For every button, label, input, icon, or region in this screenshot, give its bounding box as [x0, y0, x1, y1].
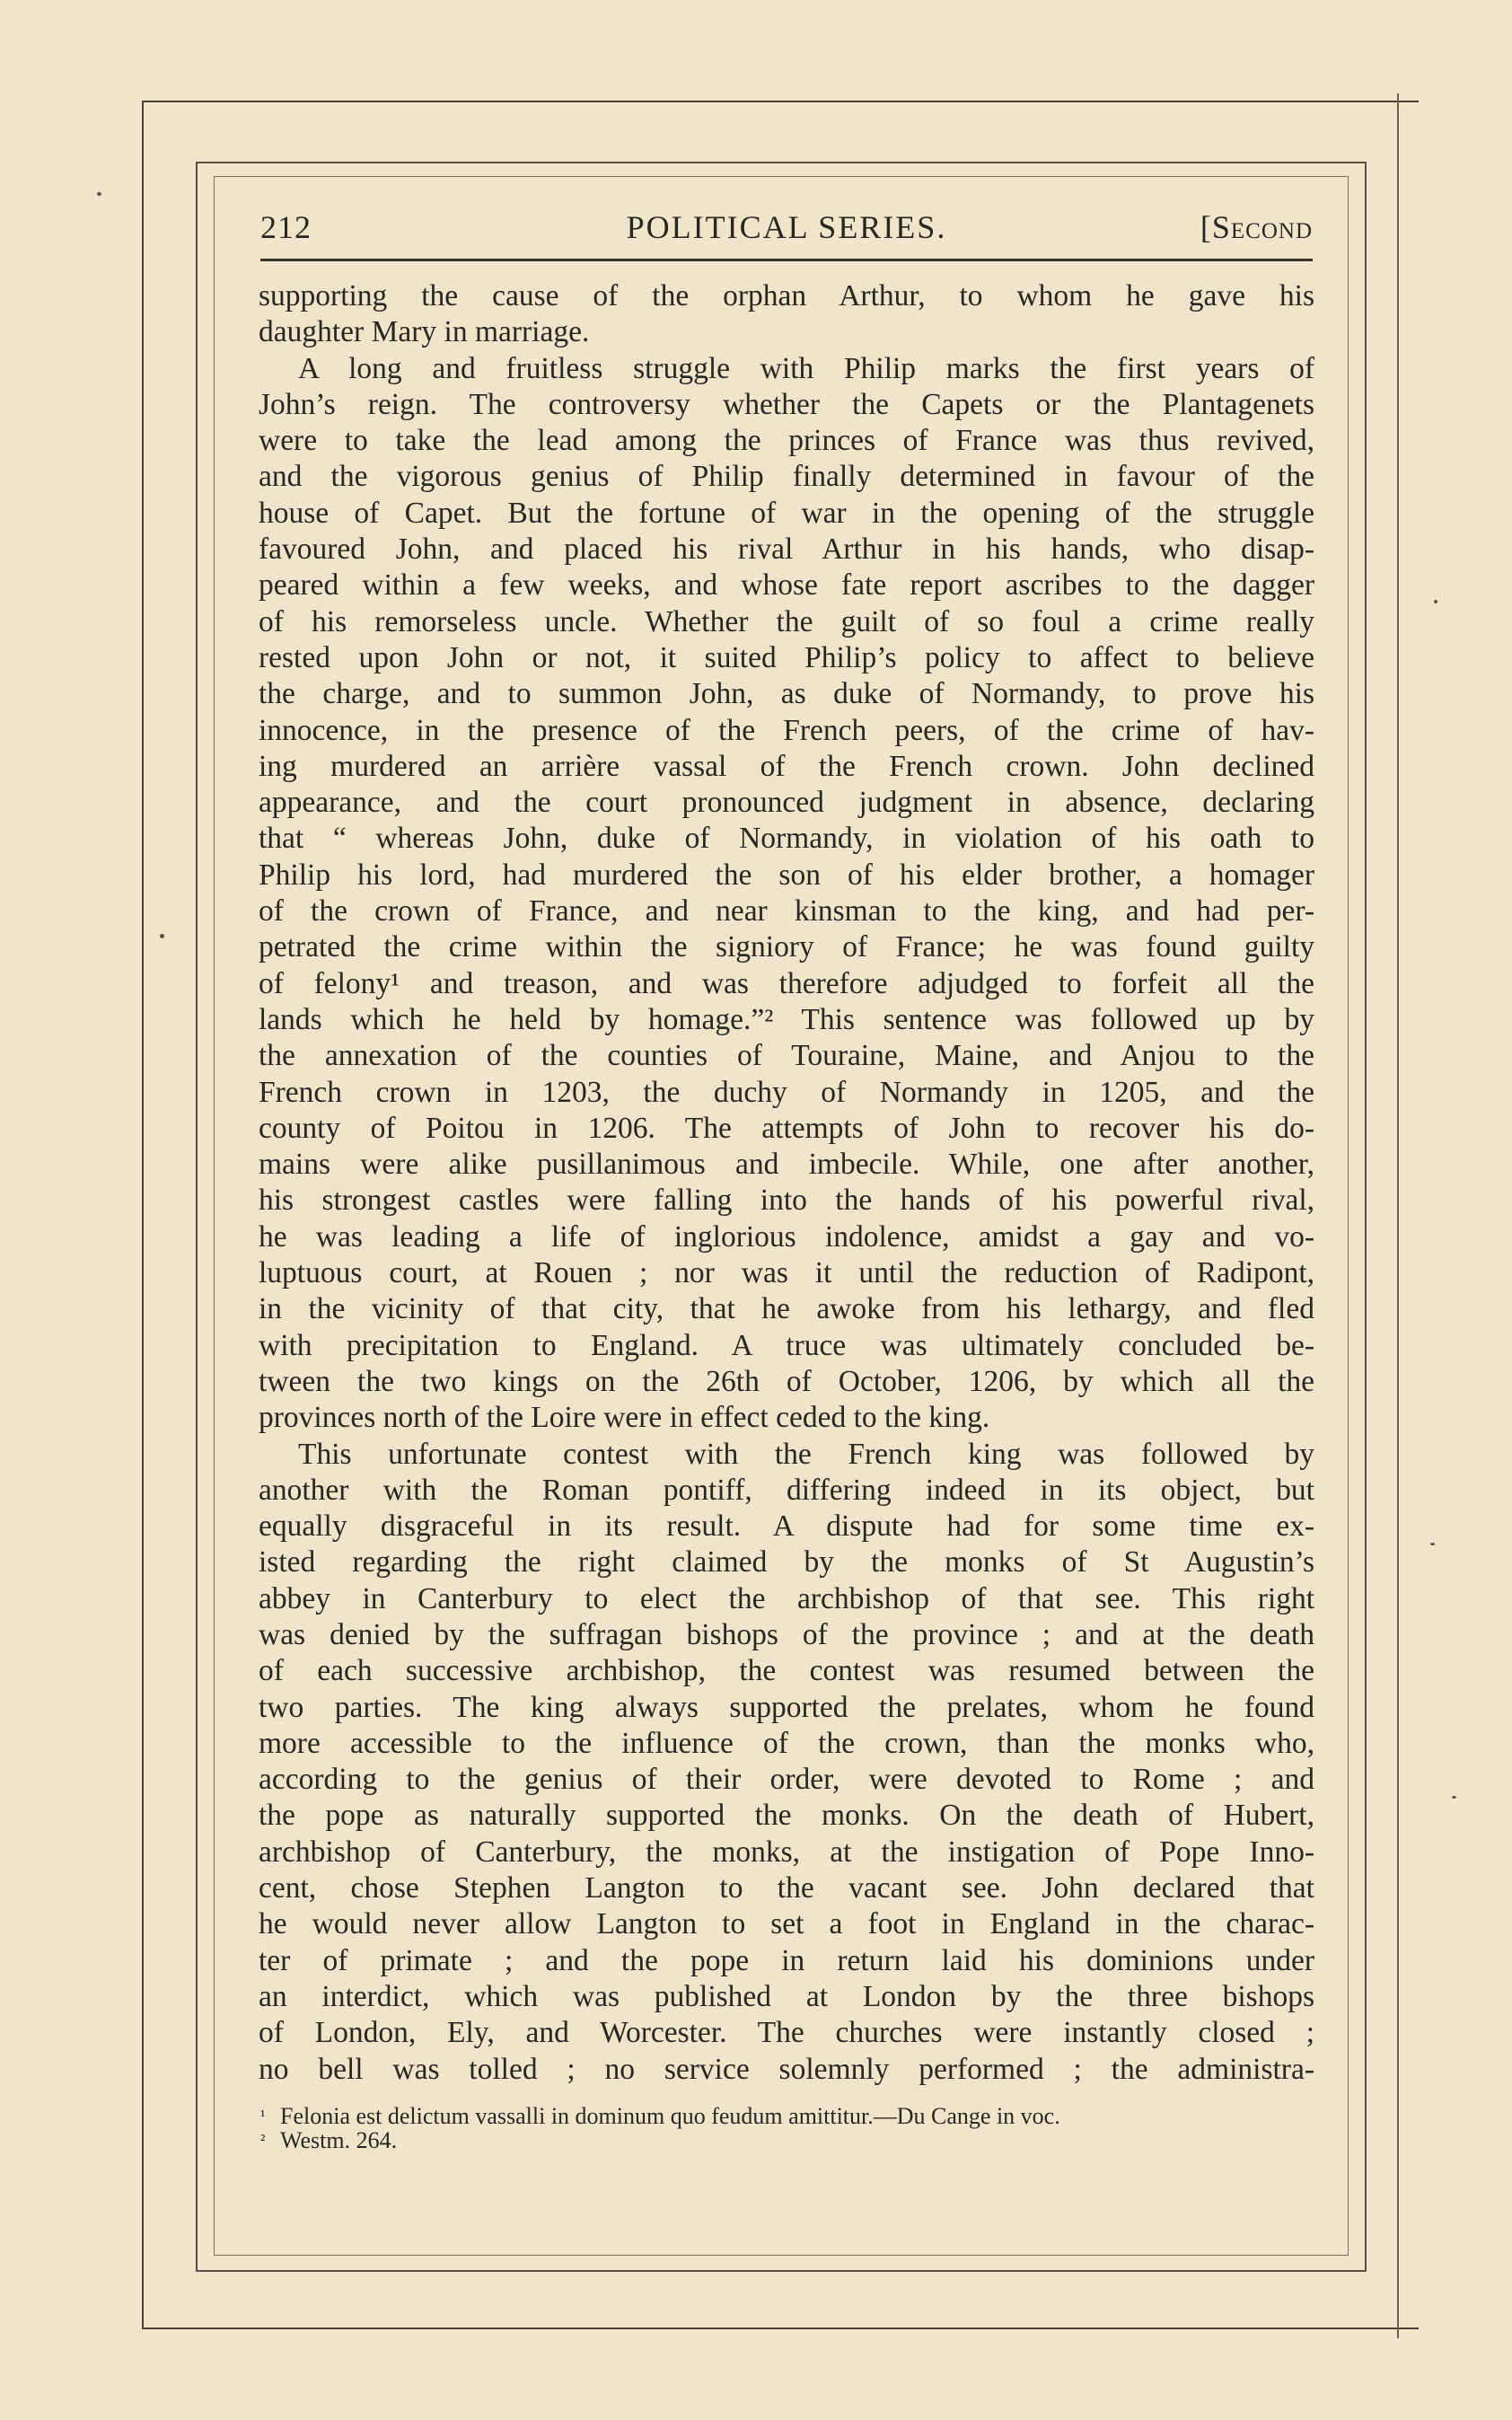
- text-line: cent, chose Stephen Langton to the vacant see. John declared that: [259, 1871, 1314, 1905]
- text-line: he was leading a life of inglorious indolence, amidst a gay and vo-: [259, 1219, 1314, 1254]
- text-line: Philip his lord, had murdered the son of his elder brother, a homager: [259, 858, 1314, 892]
- text-line: another with the Roman pontiff, differing indeed in its object, but: [259, 1473, 1314, 1507]
- text-line: provinces north of the Loire were in effect ceded to the king.: [259, 1401, 990, 1435]
- text-line: equally disgraceful in its result. A dispute had for some time ex-: [259, 1509, 1314, 1544]
- text-line: house of Capet. But the fortune of war in the opening of the struggle: [259, 496, 1314, 530]
- section-mark: [Second: [1200, 209, 1313, 245]
- text-line: lands which he held by homage.”² This sentence was followed up by: [259, 1002, 1314, 1036]
- text-line: French crown in 1203, the duchy of Normandy in 1205, and the: [259, 1075, 1314, 1109]
- body-text: [259, 278, 1314, 2088]
- text-line: the pope as naturally supported the monks. On the death of Hubert,: [259, 1799, 1314, 1833]
- text-line: more accessible to the influence of the crown, than the monks who,: [259, 1726, 1314, 1760]
- text-line: the charge, and to summon John, as duke of Normandy, to prove his: [259, 677, 1314, 711]
- text-line: This unfortunate contest with the French king was followed by: [298, 1437, 1314, 1471]
- text-line: and the vigorous genius of Philip finally determined in favour of the: [259, 460, 1314, 494]
- footnote: [260, 2104, 1311, 2128]
- page-speck: [160, 934, 164, 938]
- text-line: mains were alike pusillanimous and imbecile. While, one after another,: [259, 1148, 1314, 1182]
- page-speck: [1434, 600, 1437, 603]
- footnote-text: Felonia est delictum vassalli in dominum quo feudum amittitur.—Du Cange in voc.: [280, 2103, 1060, 2129]
- text-line: were to take the lead among the princes of France was thus revived,: [259, 424, 1314, 458]
- text-line: that “ whereas John, duke of Normandy, in violation of his oath to: [259, 822, 1314, 856]
- text-line: of the crown of France, and near kinsman to the king, and had per-: [259, 894, 1314, 928]
- text-line: with precipitation to England. A truce was ultimately concluded be-: [259, 1328, 1314, 1362]
- text-line: John’s reign. The controversy whether the Capets or the Plantagenets: [259, 387, 1314, 421]
- footnotes: [260, 2104, 1311, 2152]
- text-line: favoured John, and placed his rival Arthur in his hands, who disap-: [259, 532, 1314, 567]
- text-line: appearance, and the court pronounced judgment in absence, declaring: [259, 786, 1314, 820]
- text-line: of each successive archbishop, the contest was resumed between the: [259, 1654, 1314, 1688]
- text-line: no bell was tolled ; no service solemnly performed ; the administra-: [259, 2052, 1314, 2086]
- text-line: A long and fruitless struggle with Philip marks the first years of: [298, 351, 1314, 385]
- text-line: innocence, in the presence of the French peers, of the crime of hav-: [259, 713, 1314, 747]
- page-speck: [1430, 1543, 1435, 1545]
- text-line: according to the genius of their order, were devoted to Rome ; and: [259, 1763, 1314, 1797]
- footnote: [260, 2128, 1311, 2152]
- text-line: of his remorseless uncle. Whether the guilt of so foul a crime really: [259, 604, 1314, 638]
- text-line: tween the two kings on the 26th of October, 1206, by which all the: [259, 1364, 1314, 1398]
- text-line: the annexation of the counties of Touraine, Maine, and Anjou to the: [259, 1039, 1314, 1073]
- text-line: supporting the cause of the orphan Arthur, to whom he gave his: [259, 279, 1314, 312]
- footnote-text: Westm. 264.: [280, 2127, 398, 2153]
- text-line: in the vicinity of that city, that he awoke from his lethargy, and fled: [259, 1292, 1314, 1326]
- text-line: ing murdered an arrière vassal of the French crown. John declined: [259, 749, 1314, 783]
- text-line: of London, Ely, and Worcester. The churches were instantly closed ;: [259, 2016, 1314, 2050]
- text-line: petrated the crime within the signiory of France; he was found guilty: [259, 930, 1314, 964]
- running-head: [260, 208, 1313, 253]
- text-line: he would never allow Langton to set a foot in England in the charac-: [259, 1907, 1314, 1941]
- text-line: county of Poitou in 1206. The attempts of John to recover his do-: [259, 1111, 1314, 1145]
- text-line: of felony¹ and treason, and was therefore adjudged to forfeit all the: [259, 966, 1314, 1000]
- page-number: 212: [260, 209, 312, 245]
- text-line: his strongest castles were falling into the hands of his powerful rival,: [259, 1184, 1314, 1218]
- header-rule: [260, 259, 1313, 261]
- text-line: ter of primate ; and the pope in return laid his dominions under: [259, 1943, 1314, 1977]
- footnote-mark: ¹: [260, 2107, 266, 2125]
- text-line: archbishop of Canterbury, the monks, at the instigation of Pope Inno-: [259, 1835, 1314, 1869]
- text-line: rested upon John or not, it suited Philip’s policy to affect to believe: [259, 640, 1314, 674]
- page-speck: [97, 192, 101, 196]
- page-speck: [1452, 1796, 1456, 1799]
- text-line: an interdict, which was published at London by the three bishops: [259, 1979, 1314, 2013]
- text-line: peared within a few weeks, and whose fate report ascribes to the dagger: [259, 568, 1314, 603]
- footnote-mark: ²: [260, 2131, 266, 2149]
- text-line: was denied by the suffragan bishops of the province ; and at the death: [259, 1617, 1314, 1651]
- outer-page-border-right: [1397, 93, 1399, 2338]
- text-line: two parties. The king always supported the prelates, whom he found: [259, 1690, 1314, 1724]
- text-line: abbey in Canterbury to elect the archbishop of that see. This right: [259, 1581, 1314, 1615]
- text-line: luptuous court, at Rouen ; nor was it until the reduction of Radipont,: [259, 1256, 1314, 1290]
- text-line: isted regarding the right claimed by the monks of St Augustin’s: [259, 1545, 1314, 1580]
- text-line: daughter Mary in marriage.: [259, 315, 590, 349]
- series-title: POLITICAL SERIES.: [626, 209, 947, 245]
